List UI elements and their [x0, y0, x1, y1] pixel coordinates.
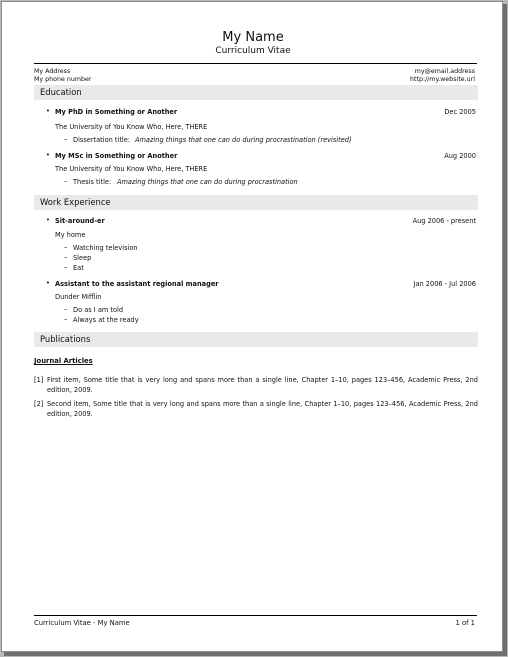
bullet-icon: • — [46, 279, 50, 287]
header-rule — [34, 63, 477, 64]
job-place: My home — [55, 231, 86, 239]
footer-rule — [34, 615, 477, 616]
page-shadow-bottom — [4, 652, 507, 656]
journal-articles-heading: Journal Articles — [34, 357, 93, 365]
bullet-icon: • — [46, 107, 50, 115]
edu-date: Dec 2005 — [444, 108, 476, 116]
publication-number: [1] — [34, 376, 44, 384]
page-shadow-right — [503, 4, 507, 655]
dash-icon: – — [64, 315, 68, 323]
footer-left: Curriculum Vitae - My Name — [34, 619, 130, 627]
dash-icon: – — [64, 263, 68, 271]
publication-number: [2] — [34, 400, 44, 408]
dash-icon: – — [64, 135, 68, 143]
publication-text: First item, Some title that is very long and spans more than a single line, Chapter 1–10, pages 123–456, Academic Press, 2nd edition, 2009. — [47, 376, 478, 394]
edu-detail-value: Amazing things that one can do during procrastination (revisited) — [135, 136, 352, 144]
publication-text: Second item, Some title that is very long and spans more than a single line, Chapter 1–10, pages 123–456, Academic Press, 2nd edition, 2009. — [47, 400, 478, 418]
bullet-icon: • — [46, 151, 50, 159]
job-item: Sleep — [73, 254, 92, 262]
publication-item — [34, 400, 478, 419]
website-text: http://my.website.url — [410, 76, 475, 83]
contact-left — [34, 68, 91, 84]
job-item: Do as I am told — [73, 306, 124, 314]
cv-page — [1, 1, 503, 652]
edu-degree: My PhD in Something or Another — [55, 108, 178, 116]
bullet-icon: • — [46, 216, 50, 224]
dash-icon: – — [64, 305, 68, 313]
cv-subtitle: Curriculum Vitae — [215, 46, 291, 56]
section-title-publications: Publications — [40, 334, 91, 344]
job-date: Aug 2006 - present — [412, 217, 476, 225]
job-date: Jan 2006 - Jul 2006 — [413, 280, 476, 288]
job-item: Always at the ready — [73, 316, 139, 324]
section-publications — [34, 332, 478, 347]
section-work — [34, 195, 478, 210]
footer-page-number: 1 of 1 — [455, 619, 475, 627]
cv-name: My Name — [222, 30, 284, 45]
section-title-education: Education — [40, 87, 82, 97]
phone-text: My phone number — [34, 76, 92, 83]
dash-icon: – — [64, 253, 68, 261]
job-title: Assistant to the assistant regional manager — [55, 280, 219, 288]
edu-degree: My MSc in Something or Another — [55, 152, 178, 160]
email-text: my@email.address — [414, 68, 475, 75]
publication-item — [34, 376, 478, 395]
section-title-work: Work Experience — [40, 197, 111, 207]
edu-institution: The University of You Know Who, Here, THERE — [55, 165, 208, 173]
edu-institution: The University of You Know Who, Here, THERE — [55, 123, 208, 131]
dash-icon: – — [64, 243, 68, 251]
edu-detail-label: Dissertation title: — [73, 136, 131, 144]
section-education — [34, 85, 478, 100]
job-item: Eat — [73, 264, 84, 272]
job-place: Dunder Mifflin — [55, 293, 102, 301]
edu-date: Aug 2000 — [444, 152, 476, 160]
contact-right — [410, 68, 475, 84]
job-title: Sit-around-er — [55, 217, 105, 225]
address-text: My Address — [34, 68, 71, 75]
job-item: Watching television — [73, 244, 138, 252]
dash-icon: – — [64, 177, 68, 185]
edu-detail-value: Amazing things that one can do during procrastination — [117, 178, 298, 186]
edu-detail-label: Thesis title: — [73, 178, 112, 186]
